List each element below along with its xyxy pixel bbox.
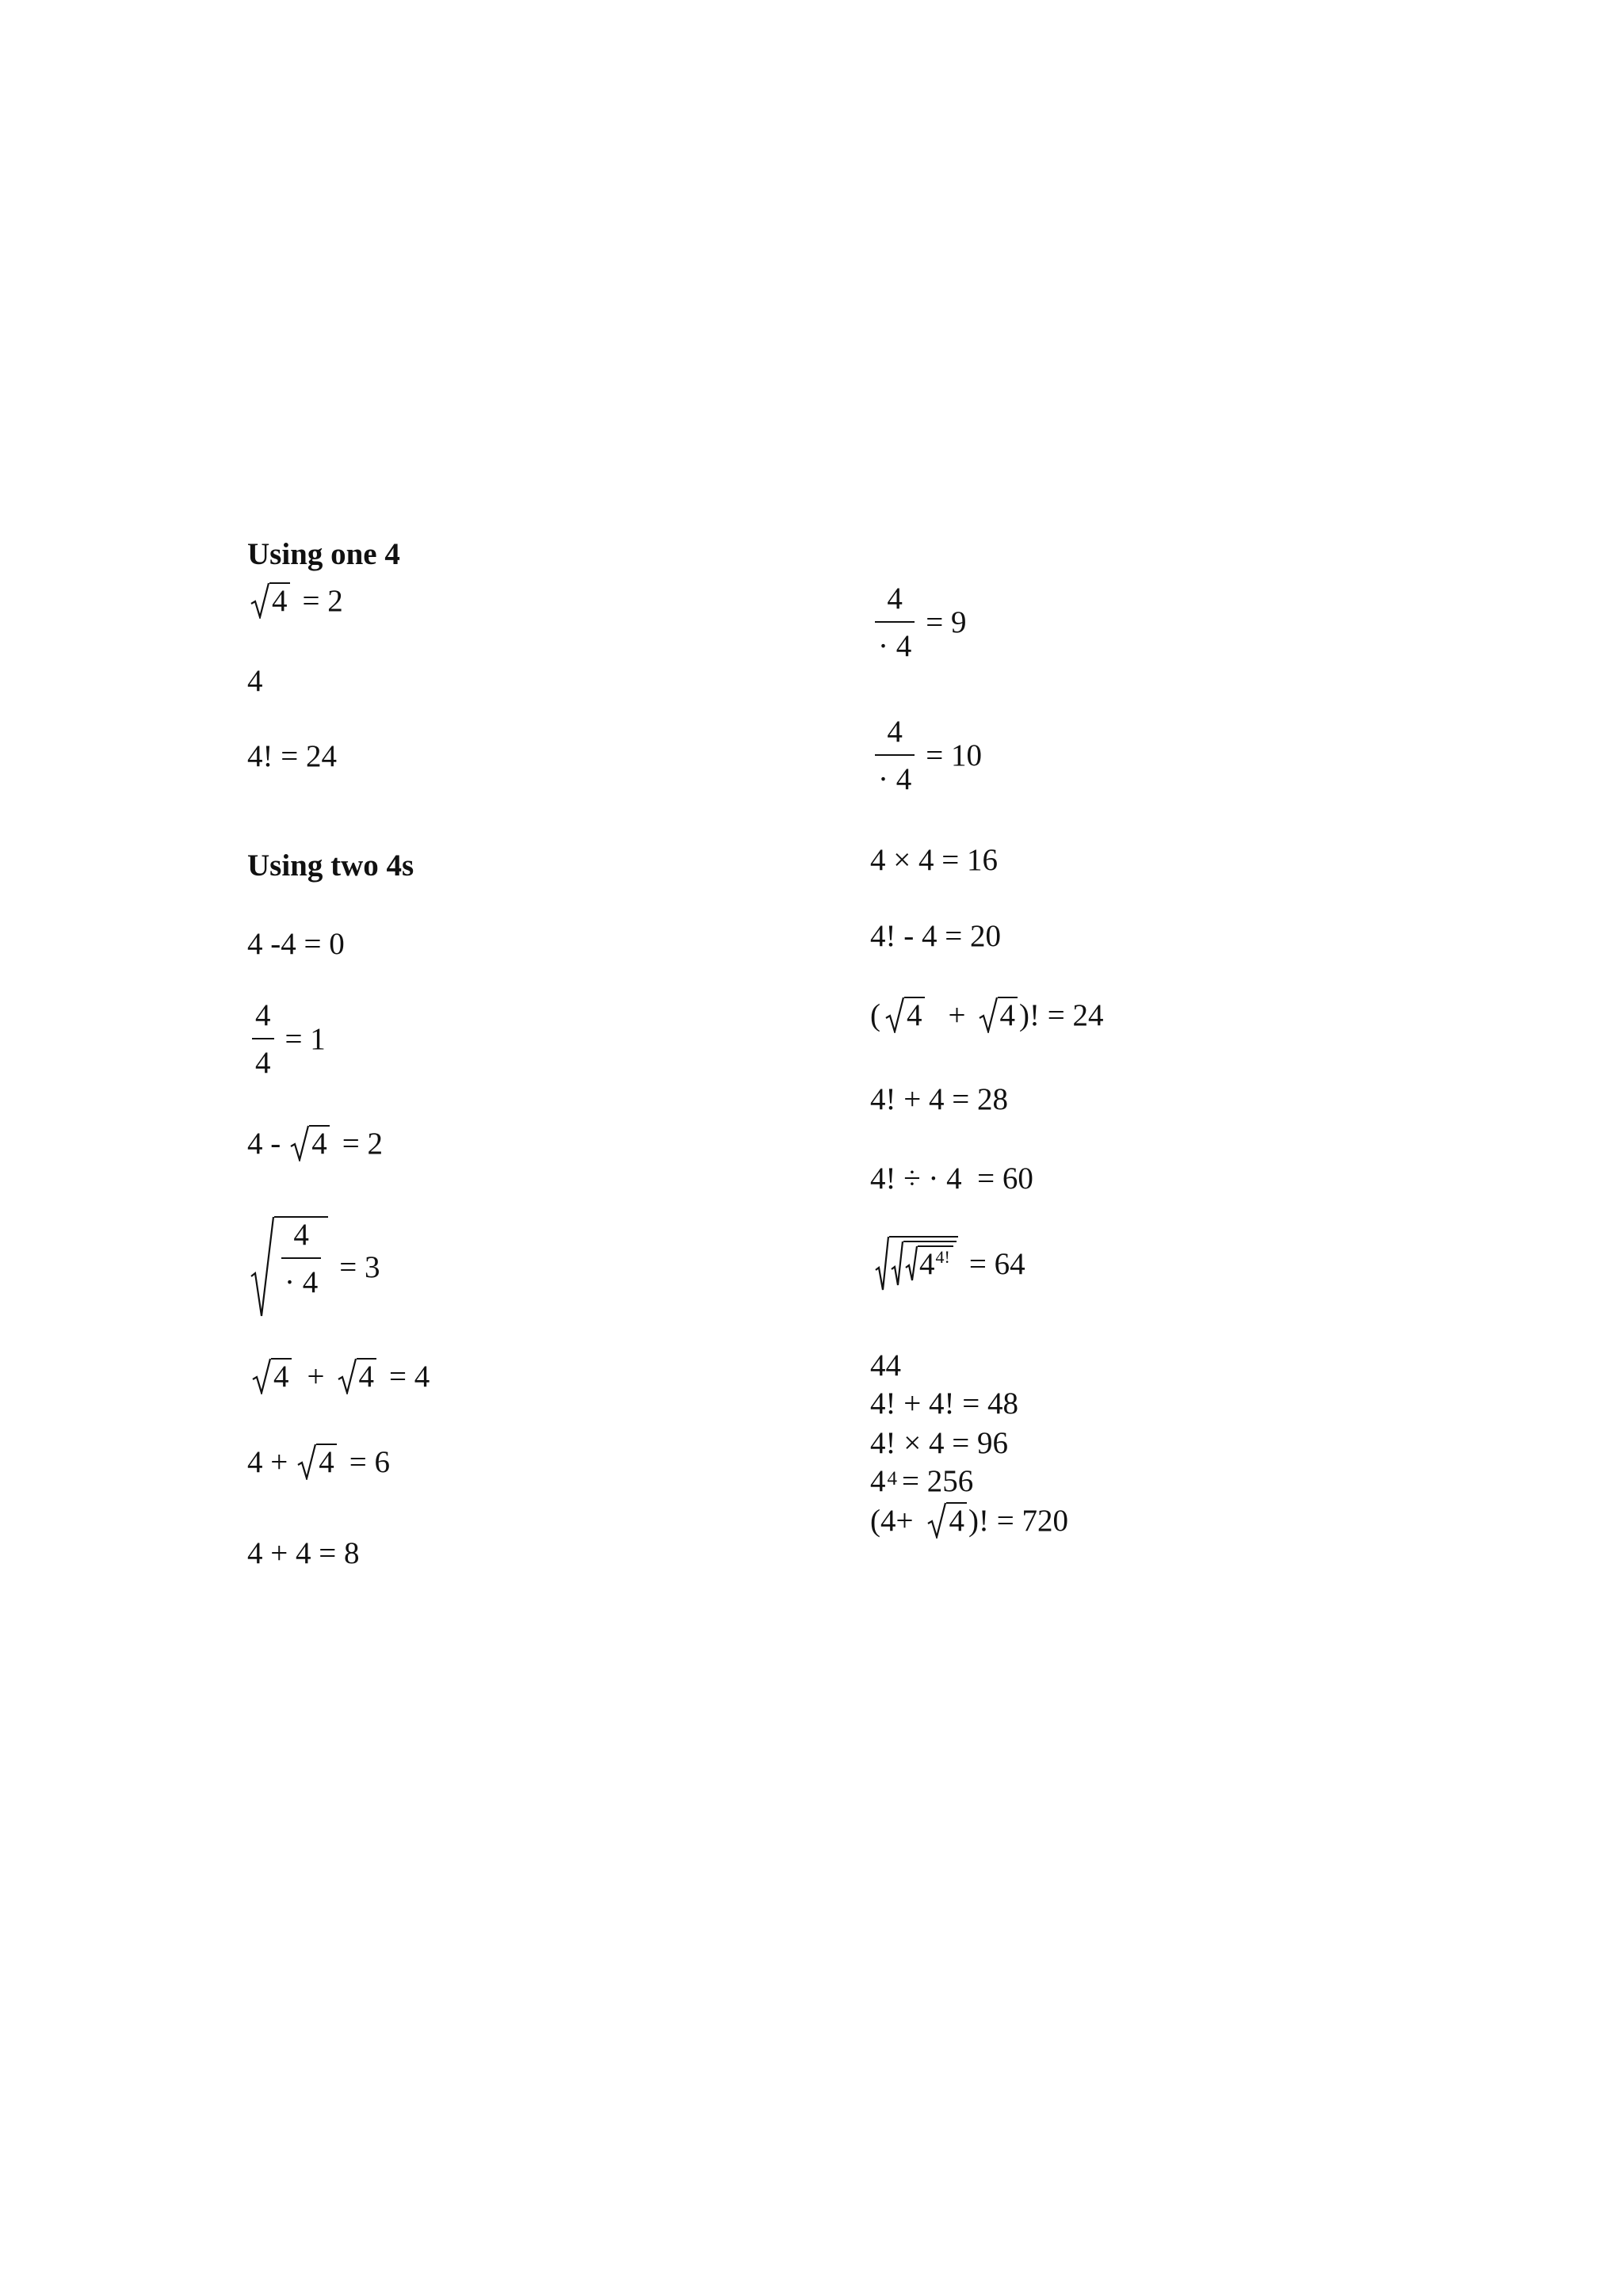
radical-sign-icon xyxy=(979,997,998,1033)
expr-4-plus-sqrt4-factorial-eq-720: (4+ 4 )! = 720 xyxy=(870,1503,1068,1538)
expr-eq-9: $\frac{4}{\cdot 4}$ = 9 xyxy=(870,583,967,662)
heading-using-one-4: Using one 4 xyxy=(247,537,400,571)
expr-4-plus-4-eq-8: 4 + 4 = 8 xyxy=(247,1536,360,1570)
fraction: $\frac{4}{\cdot 4}$ xyxy=(875,583,915,662)
fraction: $\frac{4}{\cdot 4}$ xyxy=(875,716,915,795)
expr-44: 44 xyxy=(870,1348,901,1383)
expr-eq-1: $\frac{4}{4}$ = 1 xyxy=(247,1000,326,1078)
expr-sqrt-frac-eq-3: $\frac{4}{\cdot 4}$ = 3 xyxy=(249,1216,380,1318)
sqrt-radical-inner: 4 4! xyxy=(905,1245,953,1282)
radical-sign-icon xyxy=(250,582,269,619)
sqrt-radical xyxy=(250,1216,328,1318)
sqrt-radical: 4 xyxy=(979,997,1018,1033)
expr-4-times-4-eq-16: 4 × 4 = 16 xyxy=(870,843,998,877)
radical-sign-icon xyxy=(885,997,904,1033)
radical-sign-icon xyxy=(905,1245,918,1282)
expr-4fact-plus-4-eq-28: 4! + 4 = 28 xyxy=(870,1082,1008,1116)
expr-4-pow-4-eq-256: 4 4 = 256 xyxy=(870,1464,974,1498)
sqrt-radical-middle xyxy=(891,1241,957,1287)
radical-sign-icon xyxy=(297,1444,316,1480)
exponent: 4 xyxy=(887,1468,897,1489)
radical-sign-icon xyxy=(927,1502,946,1539)
fraction: $\frac{4}{4}$ xyxy=(252,1000,274,1078)
expr-eq-0: 4 -4 = 0 xyxy=(247,927,345,961)
sqrt-radical: 4 xyxy=(250,582,290,619)
sqrt-radical: 4 xyxy=(252,1358,292,1394)
sqrt-radical: 4 xyxy=(290,1125,330,1161)
radical-sign-icon xyxy=(891,1241,903,1287)
expr-4-factorial: 4! = 24 xyxy=(247,739,337,773)
expr-sum-sqrt-factorial-eq-24: ( 4 + 4 )! = 24 xyxy=(870,997,1104,1032)
expr-4-plus-sqrt4-eq-6: 4 + 4 = 6 xyxy=(247,1444,390,1479)
expr-4fact-times-4-eq-96: 4! × 4 = 96 xyxy=(870,1426,1008,1460)
sqrt-radical: 4 xyxy=(297,1444,337,1480)
expr-4: 4 xyxy=(247,664,263,698)
expr-4fact-div-4-eq-60: 4! ÷ · 4 = 60 xyxy=(870,1161,1033,1196)
fraction: $\frac{4}{\cdot 4}$ xyxy=(281,1219,321,1298)
expr-4fact-minus-4-eq-20: 4! - 4 = 20 xyxy=(870,919,1001,953)
expr-4-minus-sqrt4-eq-2: 4 - 4 = 2 xyxy=(247,1126,383,1161)
expr-nested-sqrt-eq-64: 4 4! = 64 xyxy=(873,1236,1025,1292)
radical-sign-icon xyxy=(250,1216,274,1318)
expr-sqrt4-plus-sqrt4-eq-4: 4 + 4 = 4 xyxy=(250,1358,430,1394)
sqrt-radical: 4 xyxy=(885,997,925,1033)
heading-using-two-4s: Using two 4s xyxy=(247,849,414,883)
radical-sign-icon xyxy=(338,1358,357,1394)
expr-eq-10: $\frac{4}{\cdot 4}$ = 10 xyxy=(870,716,982,795)
sqrt-radical-outer xyxy=(875,1236,958,1292)
sqrt-radical: 4 xyxy=(927,1502,967,1539)
radical-sign-icon xyxy=(252,1358,271,1394)
expr-sqrt4-eq-2: 4 = 2 xyxy=(249,582,343,619)
radical-sign-icon xyxy=(875,1236,889,1291)
radical-sign-icon xyxy=(290,1125,309,1161)
sqrt-radical: 4 xyxy=(338,1358,377,1394)
exponent: 4! xyxy=(935,1247,950,1267)
expr-4fact-plus-4fact-eq-48: 4! + 4! = 48 xyxy=(870,1386,1018,1421)
